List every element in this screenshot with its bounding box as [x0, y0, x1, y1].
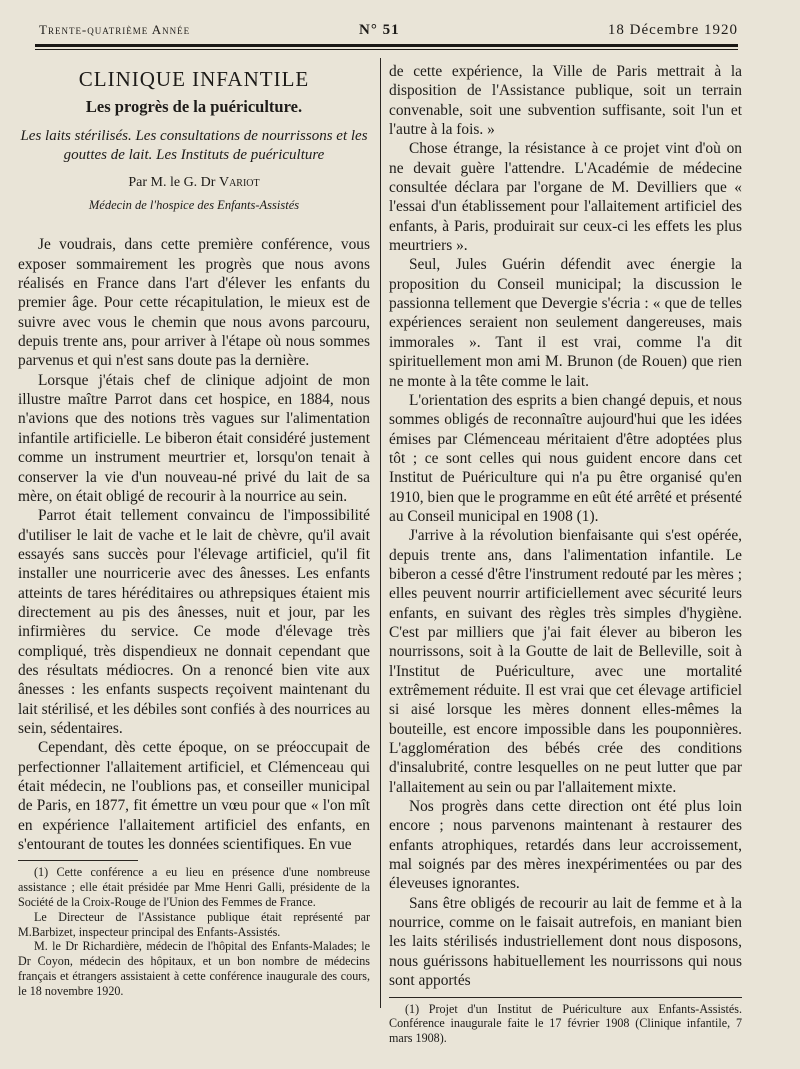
byline-author: Variot — [218, 174, 260, 190]
header-date: 18 Décembre 1920 — [607, 22, 738, 38]
footnotes-right — [389, 1002, 742, 1046]
paragraph: Nos progrès dans cette direction ont été plus loin encore ; nous parvenons maintenant à restaurer des enfants atrophiques, retardés dans leur accroissement, mal soignés par des mères inexpérimentées ou par des éleveuses ignorantes. — [389, 798, 742, 893]
paragraph: J'arrive à la révolution bienfaisante qui s'est opérée, depuis trente ans, dans l'alimentation infantile. Le biberon a cessé d'être l'instrument redouté par les mères ; elles peuvent nourrir artificiellement avec sécurité leurs enfants, en suivant des règles très simples d'hygiène. C'est par milliers que j'ai fait élever au biberon les nourrissons, soit à la Goutte de lait de Belleville, soit à l'Institut de Puériculture, avec une mortalité extrêmement réduite. Il est vrai que cet élevage artificiel si aisé lorsque les mères donnent elles-mêmes la bouteille, est encore impossible dans les pouponnières. L'agglomération des bébés crée des conditions d'insalubrité, contre lesquelles on ne peut lutter que par l'allaitement au sein ou par l'allaitement mixte. — [389, 527, 742, 796]
footnotes-left — [18, 865, 370, 998]
header-issue-number: N° 51 — [359, 22, 400, 38]
left-column — [18, 58, 370, 999]
article-byline — [18, 173, 370, 192]
byline-prefix: Par M. le G. Dr — [128, 174, 216, 190]
header-year: Trente-quatrième Année — [39, 22, 191, 37]
footnote: Le Directeur de l'Assistance publique était représenté par M.Barbizet, inspecteur principal des Enfants-Assistés. — [18, 909, 370, 939]
page-header — [35, 18, 738, 46]
paragraph: L'orientation des esprits a bien changé depuis, et nous sommes obligés de reconnaître aujourd'hui que les idées émises par Clémenceau méritaient d'être adoptées plus tôt ; ce sont celles qui nous guident encore dans cet Institut de Puériculture qui n'a pu être organisé qu'en 1910, bien que le programme en eût été arrêté et présenté au Conseil municipal en 1908 (1). — [389, 391, 742, 525]
column-divider — [380, 58, 381, 1008]
author-affiliation: Médecin de l'hospice des Enfants-Assistés — [88, 198, 300, 213]
article-lead: Les laits stérilisés. Les consultations de nourrissons et les gouttes de lait. Les Instituts de puériculture — [20, 127, 368, 163]
paragraph: Lorsque j'étais chef de clinique adjoint de mon illustre maître Parrot dans cet hospice, en 1884, nous n'avions que des notions très vagues sur l'alimentation infantile artificielle. Le biberon était considéré justement comme un instrument meurtrier et, lorsqu'on tenait à conserver la vie d'un nouveau-né privé du lait de sa mère, on était obligé de recourir à la nourrice au sein. — [18, 371, 370, 505]
article-title: CLINIQUE INFANTILE — [78, 67, 310, 91]
footnote: (1) Cette conférence a eu lieu en présence d'une nombreuse assistance ; elle était présidée par Mme Henri Galli, présidente de la Société de la Croix-Rouge de l'Union des Femmes de France. — [18, 865, 370, 909]
header-rule-thick — [35, 44, 738, 47]
paragraph: Cependant, dès cette époque, on se préoccupait de perfectionner l'allaitement artificiel, et Clémenceau qui était médecin, ne l'oublions pas, et conseiller municipal de Paris, en 1877, fit émettre un vœu pour que « l'on mît en expérience l'allaitement artificiel des enfants, en s'entourant de toutes les données scientifiques. En vue — [18, 739, 370, 854]
footnote: M. le Dr Richardière, médecin de l'hôpital des Enfants-Malades; le Dr Coyon, médecin des hôpitaux, et un bon nombre de médecins français et étrangers assistaient à cette conférence inaugurale des cours, le 18 novembre 1920. — [18, 939, 370, 998]
paragraph: de cette expérience, la Ville de Paris mettrait à la disposition de l'Assistance publique, soit un terrain convenable, soit une subvention suffisante, soit l'un et l'autre à la fois. » — [389, 63, 742, 139]
paragraph: Parrot était tellement convaincu de l'impossibilité d'utiliser le lait de vache et le lait de chèvre, qu'il avait essayés sans succès pour l'élevage artificiel, qu'il fit installer une nourricerie avec des ânesses. Les enfants atteints de tares héréditaires ou athrepsiques étaient mis directement au pis des ânesses, nuit et jour, par les infirmières du service. Ce mode d'élevage très compliqué, très dispendieux ne donnait cependant que des résultats médiocres. On a renoncé bien vite aux ânesses : les enfants suspects reçoivent maintenant du lait stérilisé, et les débiles sont confiés à des nourrices au sein, sédentaires. — [18, 507, 370, 737]
paragraph: Sans être obligés de recourir au lait de femme et à la nourrice, comme on le faisait autrefois, en maniant bien les laits stérilisés industriellement dont nous disposons, nous guérissons habituellement les nourrissons qui nous sont apportés — [389, 894, 742, 990]
paragraph: Seul, Jules Guérin défendit avec énergie la proposition du Conseil municipal; la discussion le passionna tellement que Devergie s'écria : « que de telles expériences seraient non seulement dangereuses, mais immorales ». Tant il est vrai, comme l'a dit spirituellement mon ami M. Brunon (de Rouen) que rien ne monte à la tête comme le lait. — [389, 256, 742, 390]
header-rule-thin — [35, 49, 738, 50]
footnote-rule — [389, 997, 742, 998]
article-subtitle: Les progrès de la puériculture. — [85, 97, 303, 117]
footnote: (1) Projet d'un Institut de Puériculture aux Enfants-Assistés. Conférence inaugurale faite le 17 février 1908 (Clinique infantile, 7 mars 1908). — [389, 1001, 742, 1046]
paragraph: Chose étrange, la résistance à ce projet vint d'où on ne devait guère l'attendre. L'Académie de médecine consultée déclara par l'organe de M. Devilliers que « l'essai d'un établissement pour l'allaitement artificiel des enfants, à Paris, produirait sur ceux-ci les effets les plus meurtriers ». — [389, 140, 742, 255]
paragraph: Je voudrais, dans cette première conférence, vous exposer sommairement les progrès que nous avons réalisés en France dans l'art d'élever les enfants du premier âge. Pour cette récapitulation, le mieux est de suivre avec vous le chemin que nous avons parcouru, depuis trente ans, pour arriver à l'étape où nous sommes parvenus et qui n'est sans doute pas la dernière. — [18, 236, 370, 370]
right-column — [389, 62, 742, 1046]
footnote-rule — [18, 860, 138, 861]
